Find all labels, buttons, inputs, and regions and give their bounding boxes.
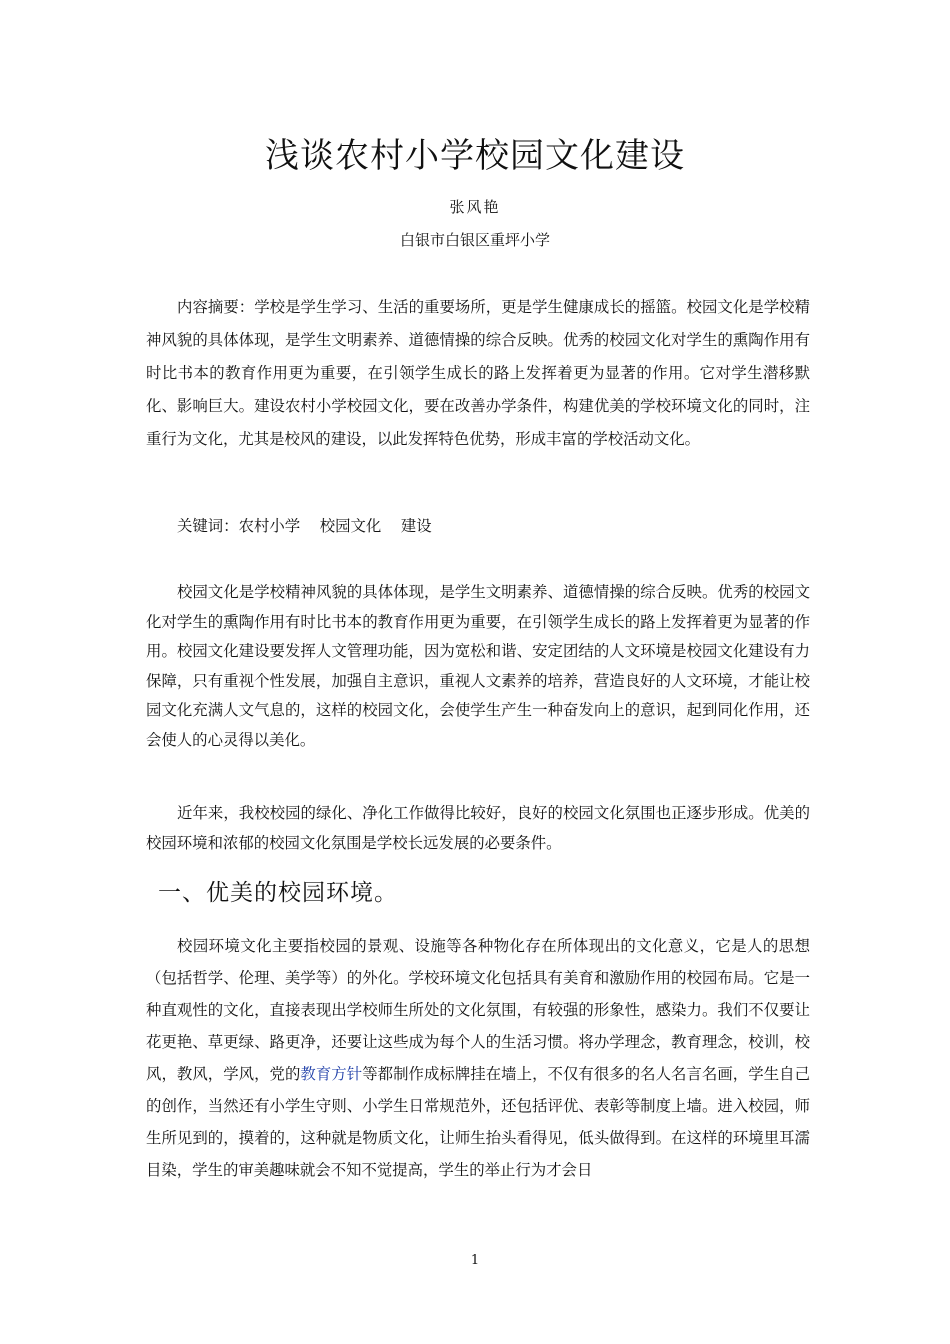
paragraph-3-text-start: 校园环境文化主要指校园的景观、设施等各种物化存在所体现出的文化意义，它是人的思想（包括哲学、伦理、美学等）的外化。学校环境文化包括具有美育和激励作用的校园布局。它是一种直观性的文化，直接表现出学校师生所处的文化氛围，有较强的形象性，感染力。我们不仅要让花更艳、草更绿、路更净，还要让这些成为每个人的生活习惯。将办学理念，教育理念，校训，校风，教风，学风，党的 xyxy=(146,937,810,1083)
paragraph-3-text-end: 等都制作成标牌挂在墙上，不仅有很多的名人名言名画，学生自己的创作，当然还有小学生守则、小学生日常规范外，还包括评优、表彰等制度上墙。进入校园，师生所见到的，摸着的，这种就是物质文化，让师生抬头看得见，低头做得到。在这样的环境里耳濡目染，学生的审美趣味就会不知不觉提高，学生的举止行为才会日 xyxy=(146,1065,810,1179)
author-affiliation: 白银市白银区重坪小学 xyxy=(399,231,550,249)
page-number: 1 xyxy=(470,1253,480,1268)
section-heading-1: 一、优美的校园环境。 xyxy=(158,880,398,906)
keywords-line: 关键词：农村小学 校园文化 建设 xyxy=(177,517,432,535)
education-policy-link[interactable]: 教育方针 xyxy=(300,1065,363,1083)
body-paragraph-2: 近年来，我校校园的绿化、净化工作做得比较好，良好的校园文化氛围也正逐步形成。优美的校园环境和浓郁的校园文化氛围是学校长远发展的必要条件。 xyxy=(146,804,810,852)
body-paragraph-3 xyxy=(146,930,810,1186)
document-title: 浅谈农村小学校园文化建设 xyxy=(265,136,685,176)
abstract-paragraph: 内容摘要：学校是学生学习、生活的重要场所，更是学生健康成长的摇篮。校园文化是学校精神风貌的具体体现，是学生文明素养、道德情操的综合反映。优秀的校园文化对学生的熏陶作用有时比书本的教育作用更为重要，在引领学生成长的路上发挥着更为显著的作用。它对学生潜移默化、影响巨大。建设农村小学校园文化，要在改善办学条件，构建优美的学校环境文化的同时，注重行为文化，尤其是校风的建设，以此发挥特色优势，形成丰富的学校活动文化。 xyxy=(146,298,810,448)
body-paragraph-1: 校园文化是学校精神风貌的具体体现，是学生文明素养、道德情操的综合反映。优秀的校园文化对学生的熏陶作用有时比书本的教育作用更为重要，在引领学生成长的路上发挥着更为显著的作用。校园文化建设要发挥人文管理功能，因为宽松和谐、安定团结的人文环境是校园文化建设有力保障，只有重视个性发展，加强自主意识，重视人文素养的培养，营造良好的人文环境，才能让校园文化充满人文气息的，这样的校园文化，会使学生产生一种奋发向上的意识，起到同化作用，还会使人的心灵得以美化。 xyxy=(146,583,810,749)
author-name: 张风艳 xyxy=(449,198,501,216)
